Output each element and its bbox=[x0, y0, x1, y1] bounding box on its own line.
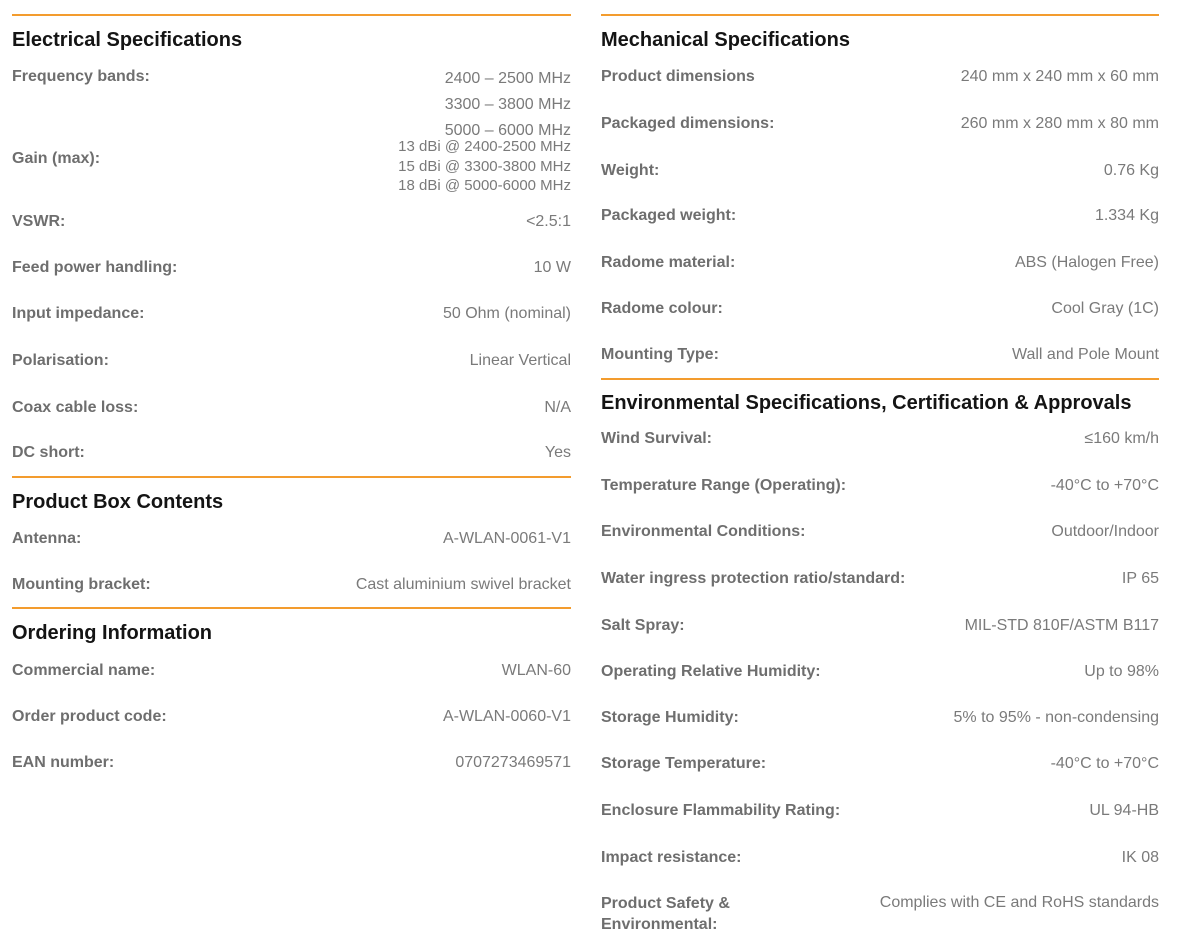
spec-label: Packaged dimensions: bbox=[601, 115, 775, 132]
spec-label: Operating Relative Humidity: bbox=[601, 663, 821, 680]
spec-value-frequency: 2400 – 2500 MHz 3300 – 3800 MHz 5000 – 6000 MHz bbox=[444, 70, 571, 139]
spec-value: IK 08 bbox=[1121, 849, 1159, 866]
spec-value: 0.76 Kg bbox=[1103, 162, 1159, 179]
spec-label: Product dimensions bbox=[601, 68, 755, 85]
spec-label: Product Safety & Environmental: bbox=[601, 895, 730, 933]
spec-label: Water ingress protection ratio/standard: bbox=[601, 570, 906, 587]
spec-value: UL 94-HB bbox=[1089, 802, 1159, 819]
spec-label: DC short: bbox=[12, 444, 85, 461]
spec-label: Storage Humidity: bbox=[601, 709, 739, 726]
electrical-specifications-title: Electrical Specifications bbox=[12, 29, 243, 51]
spec-value: Cool Gray (1C) bbox=[1051, 300, 1159, 317]
spec-label: Radome material: bbox=[601, 254, 736, 271]
spec-value: MIL-STD 810F/ASTM B117 bbox=[964, 617, 1159, 634]
right-column bbox=[601, 0, 1159, 947]
spec-value: 0707273469571 bbox=[455, 754, 571, 771]
spec-value: Linear Vertical bbox=[469, 352, 571, 369]
spec-value: Complies with CE and RoHS standards bbox=[879, 894, 1159, 911]
section-divider bbox=[601, 378, 1159, 380]
spec-label: Antenna: bbox=[12, 530, 82, 547]
box-contents-title: Product Box Contents bbox=[12, 491, 224, 513]
section-divider bbox=[601, 14, 1159, 16]
section-divider bbox=[12, 607, 571, 609]
spec-label: Gain (max): bbox=[12, 150, 101, 167]
spec-label: Frequency bands: bbox=[12, 68, 150, 85]
spec-value: 5% to 95% - non-condensing bbox=[953, 709, 1159, 726]
spec-value: Outdoor/Indoor bbox=[1051, 523, 1159, 540]
spec-value: -40°C to +70°C bbox=[1050, 755, 1159, 772]
spec-value: 260 mm x 280 mm x 80 mm bbox=[960, 115, 1159, 132]
spec-label: Environmental Conditions: bbox=[601, 523, 806, 540]
spec-value: 240 mm x 240 mm x 60 mm bbox=[960, 68, 1159, 85]
spec-value: A-WLAN-0060-V1 bbox=[442, 708, 571, 725]
spec-value: <2.5:1 bbox=[526, 213, 571, 230]
spec-label: Commercial name: bbox=[12, 662, 156, 679]
spec-label: Salt Spray: bbox=[601, 617, 685, 634]
ordering-information-title: Ordering Information bbox=[12, 622, 212, 644]
spec-label: Packaged weight: bbox=[601, 207, 737, 224]
spec-label: Order product code: bbox=[12, 708, 167, 725]
spec-value: N/A bbox=[544, 399, 571, 416]
spec-value: 1.334 Kg bbox=[1094, 207, 1159, 224]
environmental-specifications-title: Environmental Specifications, Certification & Approvals bbox=[601, 392, 1132, 414]
spec-label: Input impedance: bbox=[12, 305, 145, 322]
spec-value: ≤160 km/h bbox=[1084, 430, 1159, 447]
section-divider bbox=[12, 14, 571, 16]
section-divider bbox=[12, 476, 571, 478]
spec-label: Weight: bbox=[601, 162, 660, 179]
spec-label: Temperature Range (Operating): bbox=[601, 477, 847, 494]
spec-value: IP 65 bbox=[1121, 570, 1159, 587]
spec-value: Cast aluminium swivel bracket bbox=[355, 576, 571, 593]
spec-value: Up to 98% bbox=[1084, 663, 1159, 680]
spec-value: ABS (Halogen Free) bbox=[1014, 254, 1159, 271]
spec-label: EAN number: bbox=[12, 754, 115, 771]
spec-label: Impact resistance: bbox=[601, 849, 742, 866]
spec-label: Mounting bracket: bbox=[12, 576, 151, 593]
spec-value: -40°C to +70°C bbox=[1050, 477, 1159, 494]
spec-label: VSWR: bbox=[12, 213, 66, 230]
spec-label: Feed power handling: bbox=[12, 259, 178, 276]
spec-value: Wall and Pole Mount bbox=[1011, 346, 1159, 363]
spec-value: Yes bbox=[544, 444, 571, 461]
spec-label: Mounting Type: bbox=[601, 346, 719, 363]
spec-value: WLAN-60 bbox=[501, 662, 571, 679]
spec-value: 50 Ohm (nominal) bbox=[442, 305, 571, 322]
left-column bbox=[12, 0, 571, 947]
spec-label: Coax cable loss: bbox=[12, 399, 139, 416]
spec-label: Polarisation: bbox=[12, 352, 109, 369]
spec-label: Enclosure Flammability Rating: bbox=[601, 802, 841, 819]
spec-label: Wind Survival: bbox=[601, 430, 712, 447]
spec-value: 10 W bbox=[533, 259, 571, 276]
spec-label: Radome colour: bbox=[601, 300, 723, 317]
spec-value-gain: 13 dBi @ 2400-2500 MHz 15 dBi @ 3300-3800 MHz 18 dBi @ 5000-6000 MHz bbox=[398, 138, 571, 194]
spec-label: Storage Temperature: bbox=[601, 755, 767, 772]
mechanical-specifications-title: Mechanical Specifications bbox=[601, 29, 850, 51]
spec-value: A-WLAN-0061-V1 bbox=[442, 530, 571, 547]
